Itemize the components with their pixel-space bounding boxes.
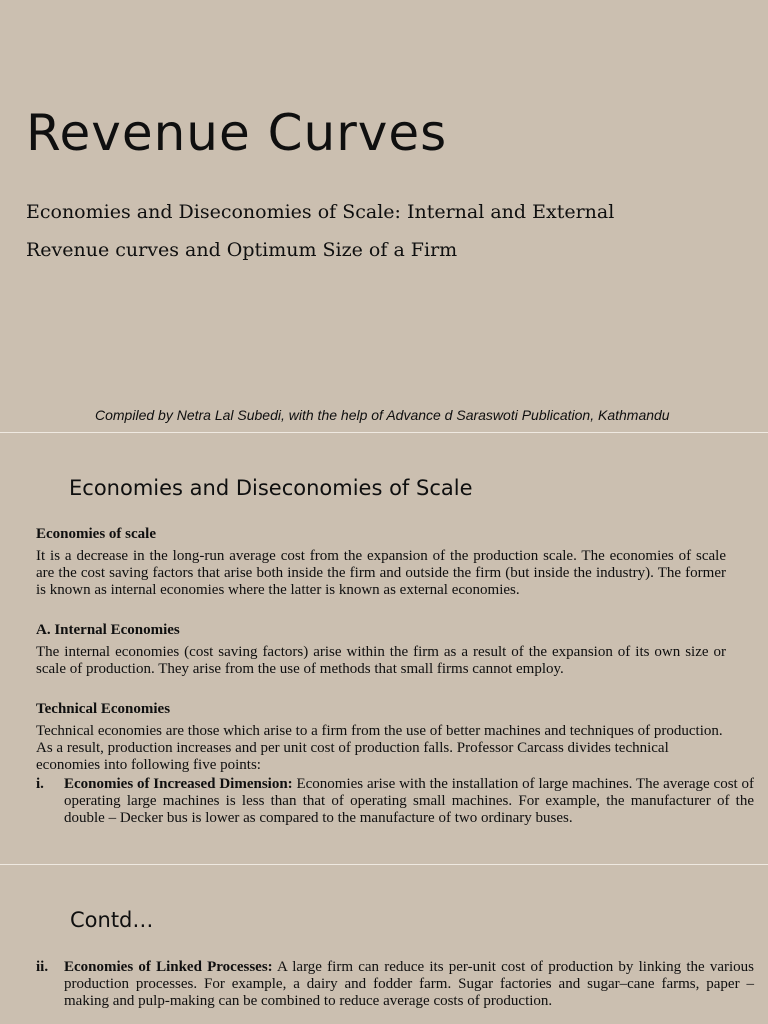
slide-heading: Economies and Diseconomies of Scale xyxy=(69,476,473,500)
technical-economies-text: Technical economies are those which arise to a firm from the use of better machines and techniques of production. As a result, production increases and per unit cost of production falls. Professor Carcass divides technical economies into following five points: xyxy=(36,723,723,773)
subtitle-revenue: Revenue curves and Optimum Size of a Firm xyxy=(26,239,458,261)
list-marker: ii. xyxy=(36,959,49,975)
technical-economies-heading: Technical Economies xyxy=(36,701,171,717)
list-item xyxy=(36,776,754,827)
item-title: Economies of Linked Processes: xyxy=(64,959,273,975)
item-text: Economies arise with the installation of large machines. The average cost of operating large machines is less than that of operating small machines. For example, the manufacturer of the double – Decker bus is lower as compared to the manufacture of two ordinary buses. xyxy=(64,776,755,826)
title-slide xyxy=(0,0,768,432)
economies-of-scale-heading: Economies of scale xyxy=(36,526,156,542)
item-text: A large firm can reduce its per-unit cost of production by linking the various production processes. For example, a dairy and fodder farm. Sugar factories and sugar–cane farms, paper – making and pulp-making can be combined to reduce average costs of production. xyxy=(64,959,755,1009)
internal-economies-text: The internal economies (cost saving factors) arise within the firm as a result of the expansion of its own size or scale of production. They arise from the use of methods that small firms cannot employ. xyxy=(36,644,726,677)
list-marker: i. xyxy=(36,776,44,792)
credit-line: Compiled by Netra Lal Subedi, with the help of Advance d Saraswoti Publication, Kathmandu xyxy=(95,407,670,423)
subtitle-economies: Economies and Diseconomies of Scale: Internal and External xyxy=(26,201,615,223)
slide-divider xyxy=(0,864,768,865)
item-title: Economies of Increased Dimension: xyxy=(64,776,293,792)
economies-of-scale-text: It is a decrease in the long-run average cost from the expansion of the production scale. The economies of scale are the cost saving factors that arise both inside the firm and outside the firm (but inside the industry). The former is known as internal economies where the latter is known as external economies. xyxy=(36,548,726,598)
list-item xyxy=(36,959,754,1010)
contd-slide xyxy=(0,866,768,1024)
page-title: Revenue Curves xyxy=(26,104,448,162)
economies-slide xyxy=(0,434,768,864)
slide-divider xyxy=(0,432,768,433)
slide-heading: Contd… xyxy=(70,908,154,932)
internal-economies-heading: A. Internal Economies xyxy=(36,622,180,638)
